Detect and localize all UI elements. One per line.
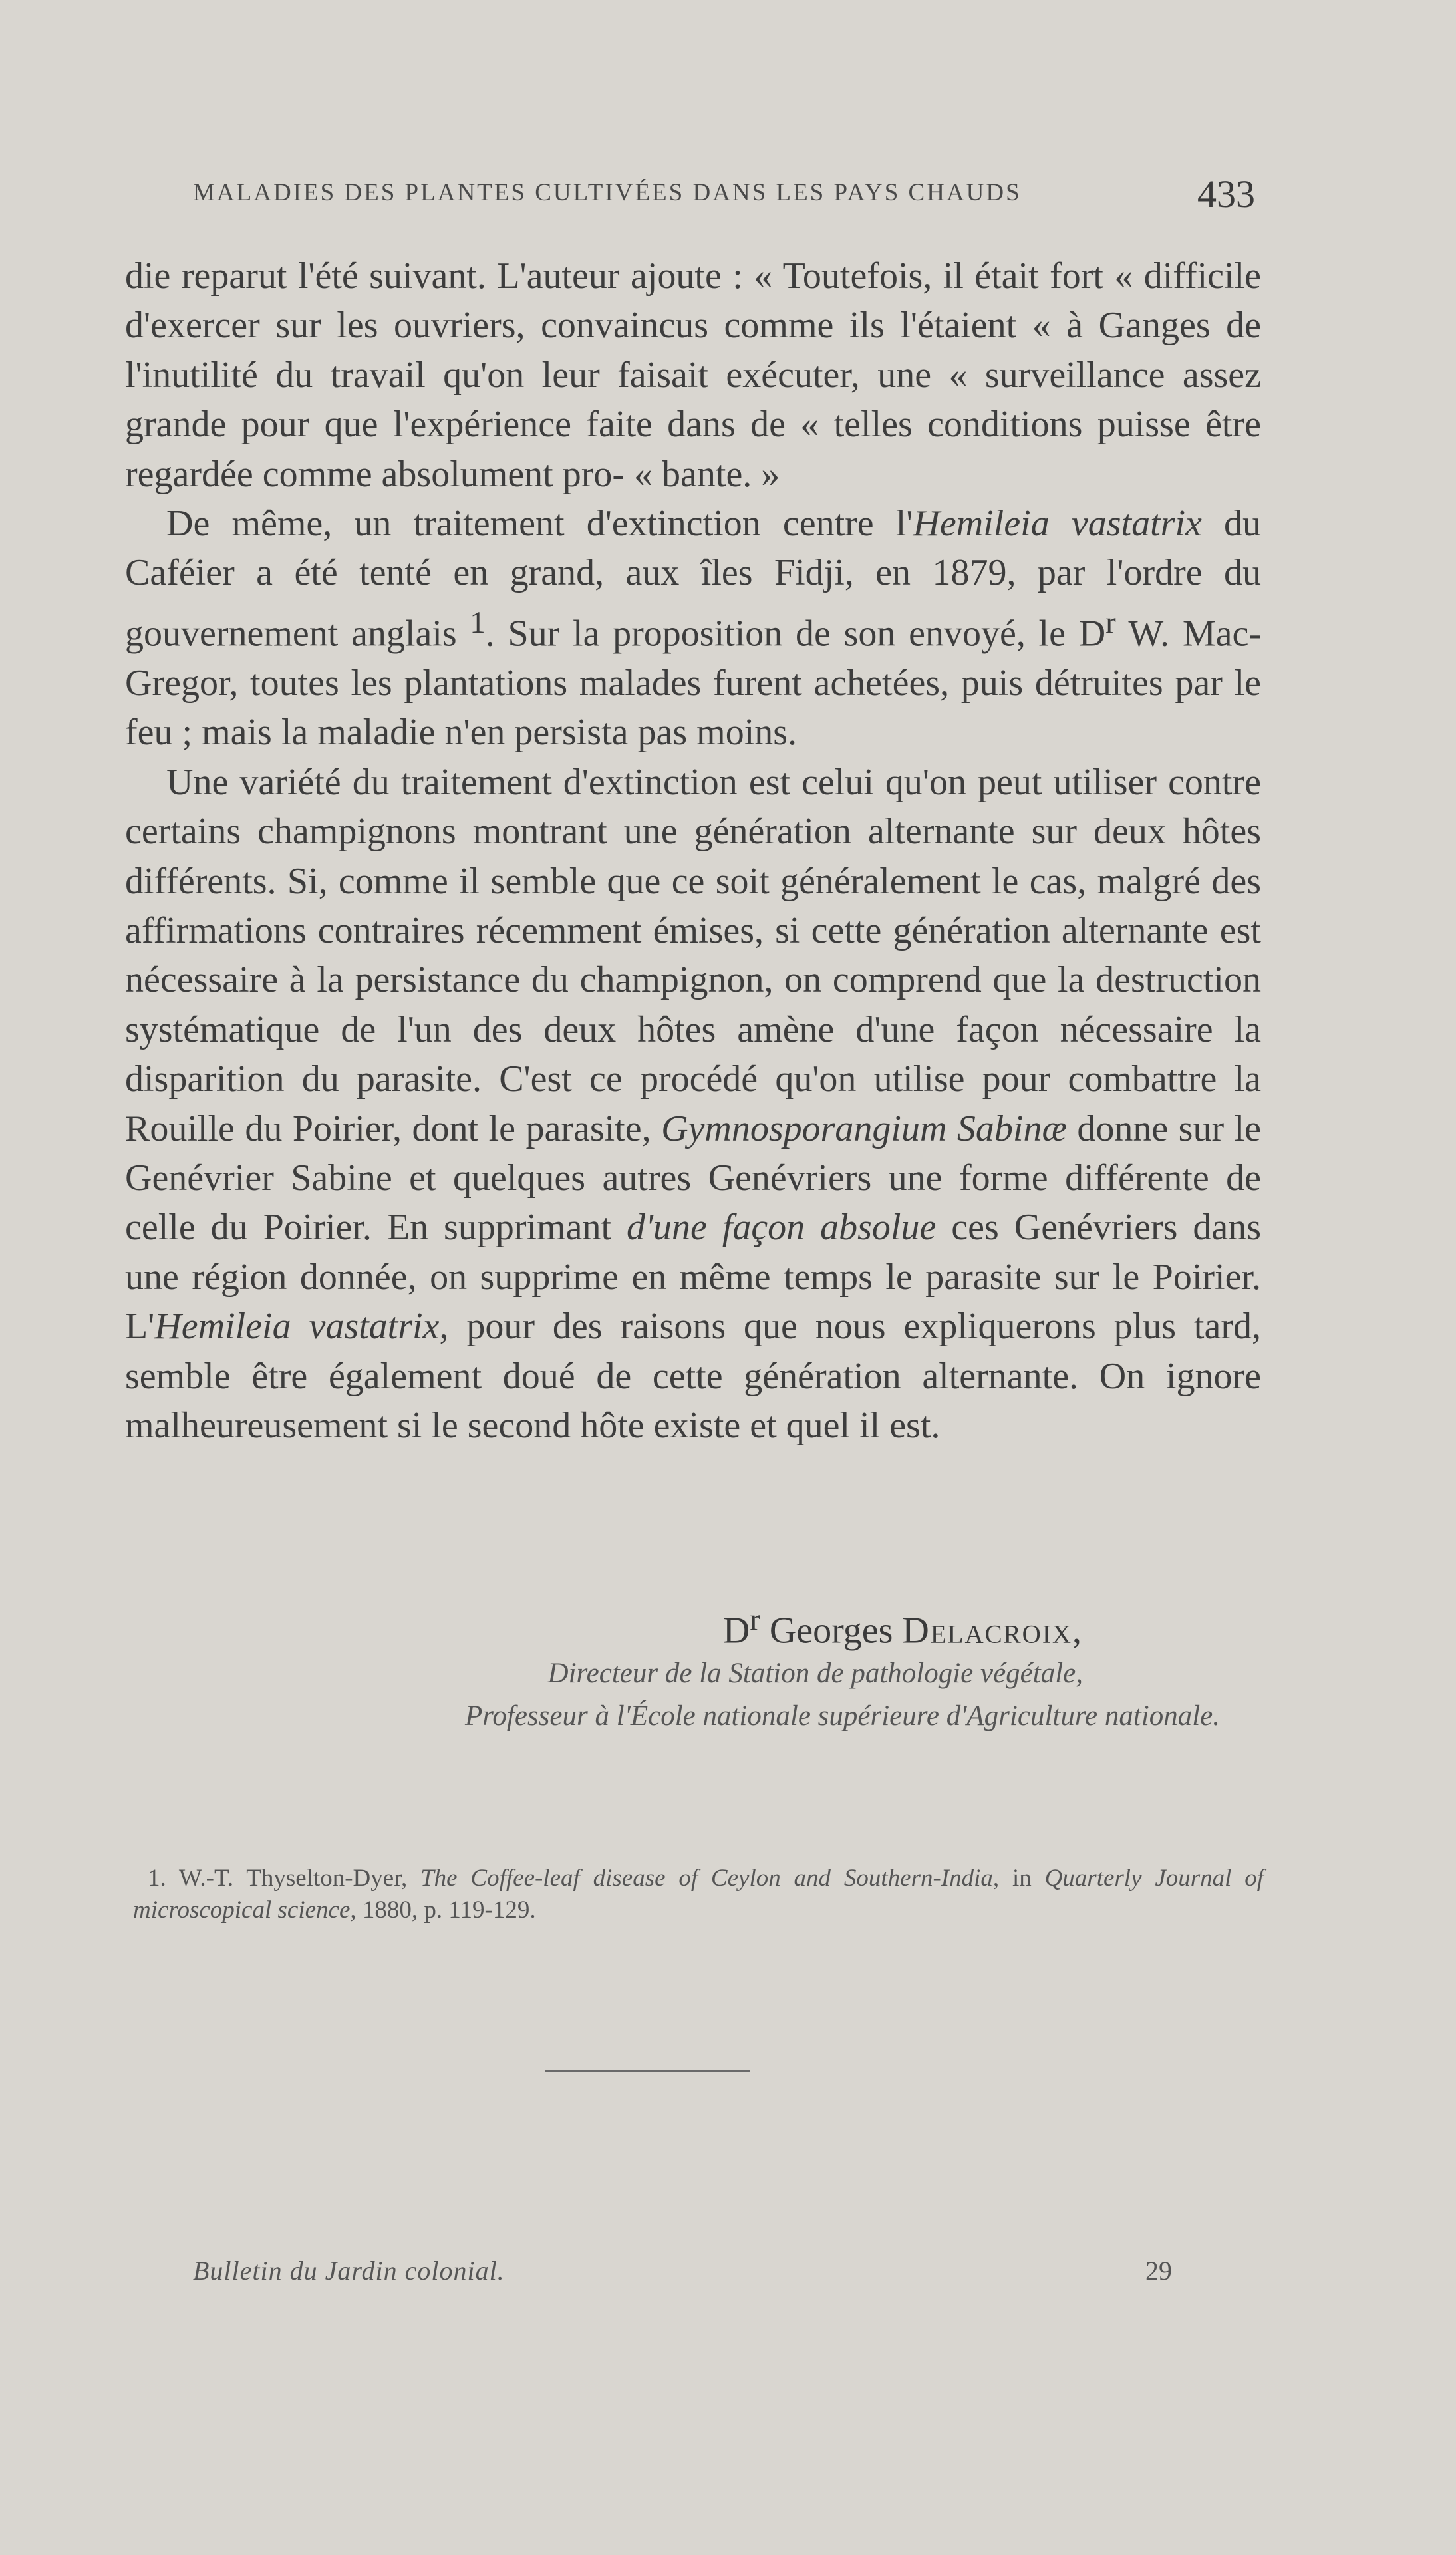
species-name: Hemileia vastatrix: [154, 1306, 440, 1348]
emphasis: d'une façon absolue: [626, 1207, 937, 1249]
body-text: [125, 251, 1261, 1450]
footer-signature-mark: 29: [1145, 2256, 1172, 2286]
p3-text-e: ces Genévriers dans une région donnée, on supprime en même temps le parasite sur le Poirier. L': [125, 1207, 1262, 1348]
running-head: MALADIES DES PLANTES CULTIVÉES DANS LES PAYS CHAUDS: [193, 179, 1022, 206]
doctor-abbrev-sup: r: [1105, 605, 1116, 640]
author-role-2: Professeur à l'École nationale supérieure d'Agriculture nationale.: [464, 1700, 1220, 1731]
footnote-number: 1.: [148, 1865, 166, 1892]
p3-text-c: donne sur le Genévrier Sabine et quelques autres Genévriers une forme différente de celle du Poirier. En supprimant: [125, 1108, 1262, 1249]
author-name: [125, 1602, 1261, 1652]
p2-text-d: . Sur la proposition de son envoyé, le D: [485, 613, 1106, 655]
title-prefix-sup: r: [750, 1602, 760, 1637]
p2-text-e: W. Mac-Gregor, toutes les plantations malades furent achetées, puis détruites par le feu ; mais la maladie n'en persista pas moins.: [125, 613, 1262, 754]
footnote-text: [133, 1863, 1264, 1926]
author-role-1: Directeur de la Station de pathologie végétale,: [547, 1657, 1083, 1689]
footnote-title: The Coffee-leaf disease of Ceylon and Southern-India: [420, 1865, 993, 1892]
paragraph-2: [125, 499, 1261, 758]
p3-text-g: , pour des raisons que nous expliquerons plus tard, semble être également doué de cette génération alternante. On ignore malheureusement si le second hôte existe et quel il est.: [125, 1306, 1261, 1446]
author-surname: Delacroix,: [902, 1610, 1083, 1652]
footer-journal: Bulletin du Jardin colonial.: [193, 2256, 505, 2286]
footnote-journal: Quarterly Journal of microscopical science: [133, 1865, 1264, 1924]
p3-text-a: Une variété du traitement d'extinction est celui qu'on peut utiliser contre certains champignons montrant une génération alternante sur deux hôtes différents. Si, comme il semble que ce soit généralement le cas, malgré des affirmations contraires récemment émises, si cette génération alternante est nécessaire à la persistance du champignon, on comprend que la destruction systématique de l'un des deux hôtes amène d'une façon nécessaire la disparition du parasite. C'est ce procédé qu'on utilise pour combattre la Rouille du Poirier, dont le parasite,: [125, 761, 1261, 1149]
footnote-author: W.-T. Thyselton-Dyer,: [166, 1865, 421, 1892]
species-name: Hemileia vastatrix: [913, 503, 1202, 545]
end-rule-divider: [545, 2070, 750, 2072]
footnote: [133, 1863, 1264, 1926]
author-first-name: Georges: [760, 1610, 903, 1652]
footnote-pages: , 1880, p. 119-129.: [350, 1896, 536, 1924]
page-number: 433: [1197, 172, 1255, 216]
paragraph-1: die reparut l'été suivant. L'auteur ajoute : « Toutefois, il était fort « difficile d'exercer sur les ouvriers, convaincus comme ils l'étaient « à Ganges de l'inutilité du travail qu'on leur faisait exécuter, une « surveillance assez grande pour que l'expérience faite dans de « telles conditions puisse être regardée comme absolument pro- « bante. »: [125, 255, 1261, 495]
title-prefix: D: [722, 1610, 750, 1652]
footnote-sep: , in: [992, 1865, 1045, 1892]
p2-text-a: De même, un traitement d'extinction centre l': [166, 503, 913, 545]
signature-block: [125, 1602, 1261, 1737]
p2-text-c: du Caféier a été tenté en grand, aux îles Fidji, en 1879, par l'ordre du gouvernement anglais: [125, 503, 1262, 655]
footnote-ref: 1: [470, 605, 486, 640]
species-name: Gymnosporangium Sabinæ: [661, 1108, 1067, 1149]
paragraph-3: [125, 758, 1261, 1451]
